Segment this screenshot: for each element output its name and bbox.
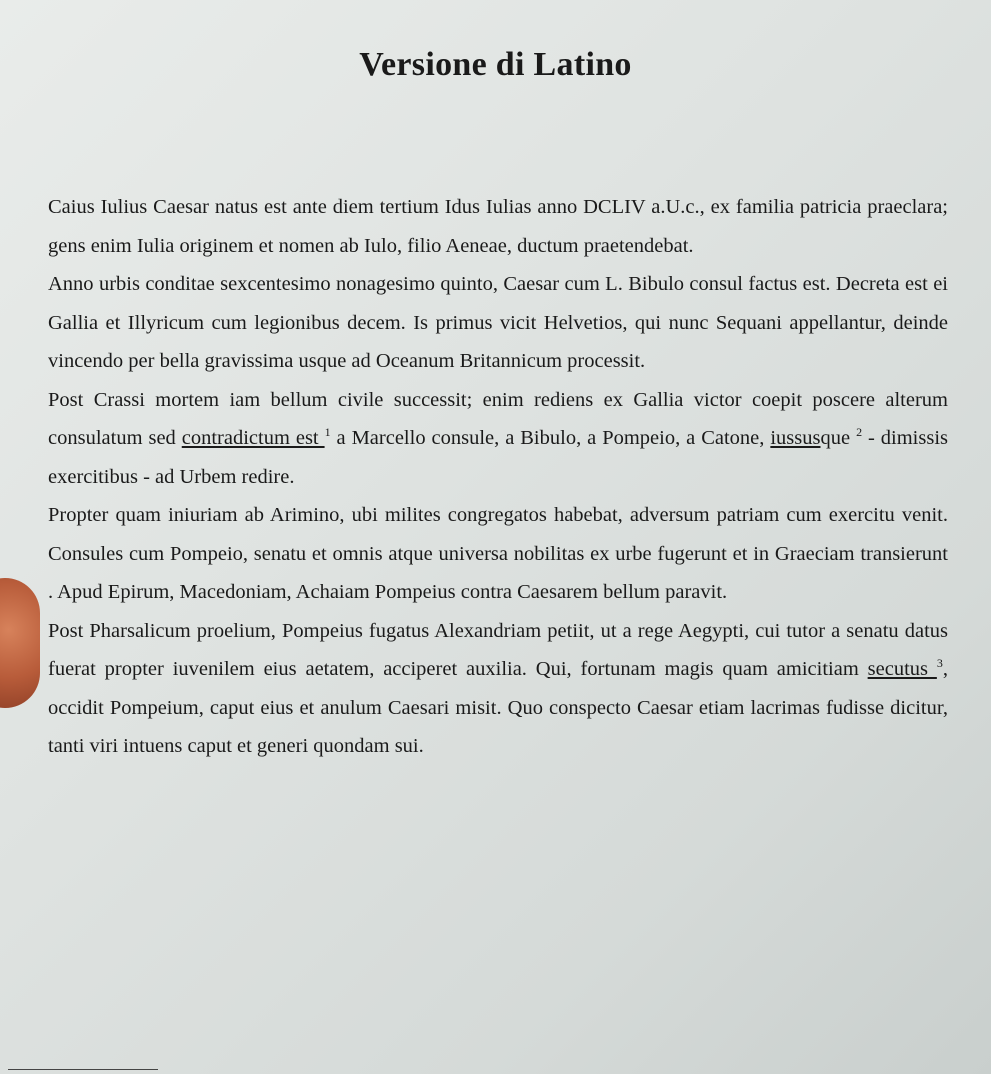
footnote-marker-3: 3: [936, 656, 943, 671]
finger: [0, 578, 40, 708]
footnote-marker-1: 1: [324, 425, 331, 440]
document-body: [48, 188, 948, 766]
paragraph-3-end: - dimissis exercitibus - ad Urbem redire.: [48, 427, 949, 488]
paragraph-5: [48, 612, 948, 766]
paragraph-5-end: , occidit Pompeium, caput eius et anulum Caesari misit. Quo conspecto Caesar etiam lacrimas fudisse dicitur, tanti viri intuens caput et generi quondam sui.: [48, 658, 948, 757]
footnote-rule: [8, 1069, 158, 1070]
underlined-term-iussus: iussus: [770, 427, 821, 449]
footnote-marker-2: 2: [856, 425, 863, 440]
paragraph-1: Caius Iulius Caesar natus est ante diem tertium Idus Iulias anno DCLIV a.U.c., ex familia patricia praeclara; gens enim Iulia originem et nomen ab Iulo, filio Aeneae, ductum praetendebat.: [48, 196, 948, 257]
paragraph-3-start: Post Crassi mortem iam bellum civile successit; enim rediens ex Gallia victor coepit poscere alterum consulatum sed: [48, 388, 948, 449]
paragraph-3-middle: a Marcello consule, a Bibulo, a Pompeio, a Catone,: [330, 427, 771, 449]
paragraph-5-start: Post Pharsalicum proelium, Pompeius fugatus Alexandriam petiit, ut a rege Aegypti, cui tutor a senatu datus fuerat propter iuvenilem eius aetatem, acciperet auxilia. Qui, fortunam magis quam amicitiam: [48, 619, 948, 680]
paragraph-4: Propter quam iniuriam ab Arimino, ubi milites congregatos habebat, adversum patriam cum exercitu venit. Consules cum Pompeio, senatu et omnis atque universa nobilitas ex urbe fugerunt et in Graeciam transierunt . Apud Epirum, Macedoniam, Achaiam Pompeius contra Caesarem bellum paravit.: [48, 504, 948, 603]
paragraph-3: [48, 381, 948, 497]
page-title: Versione di Latino: [359, 46, 632, 83]
underlined-term-secutus: secutus: [867, 658, 937, 680]
suffix-que: que: [820, 427, 851, 449]
underlined-term-contradictum-est: contradictum est: [181, 427, 325, 449]
paragraph-2: Anno urbis conditae sexcentesimo nonagesimo quinto, Caesar cum L. Bibulo consul factus est. Decreta est ei Gallia et Illyricum cum legionibus decem. Is primus vicit Helvetios, qui nunc Sequani appellantur, deinde vincendo per bella gravissima usque ad Oceanum Britannicum processit.: [48, 273, 948, 372]
